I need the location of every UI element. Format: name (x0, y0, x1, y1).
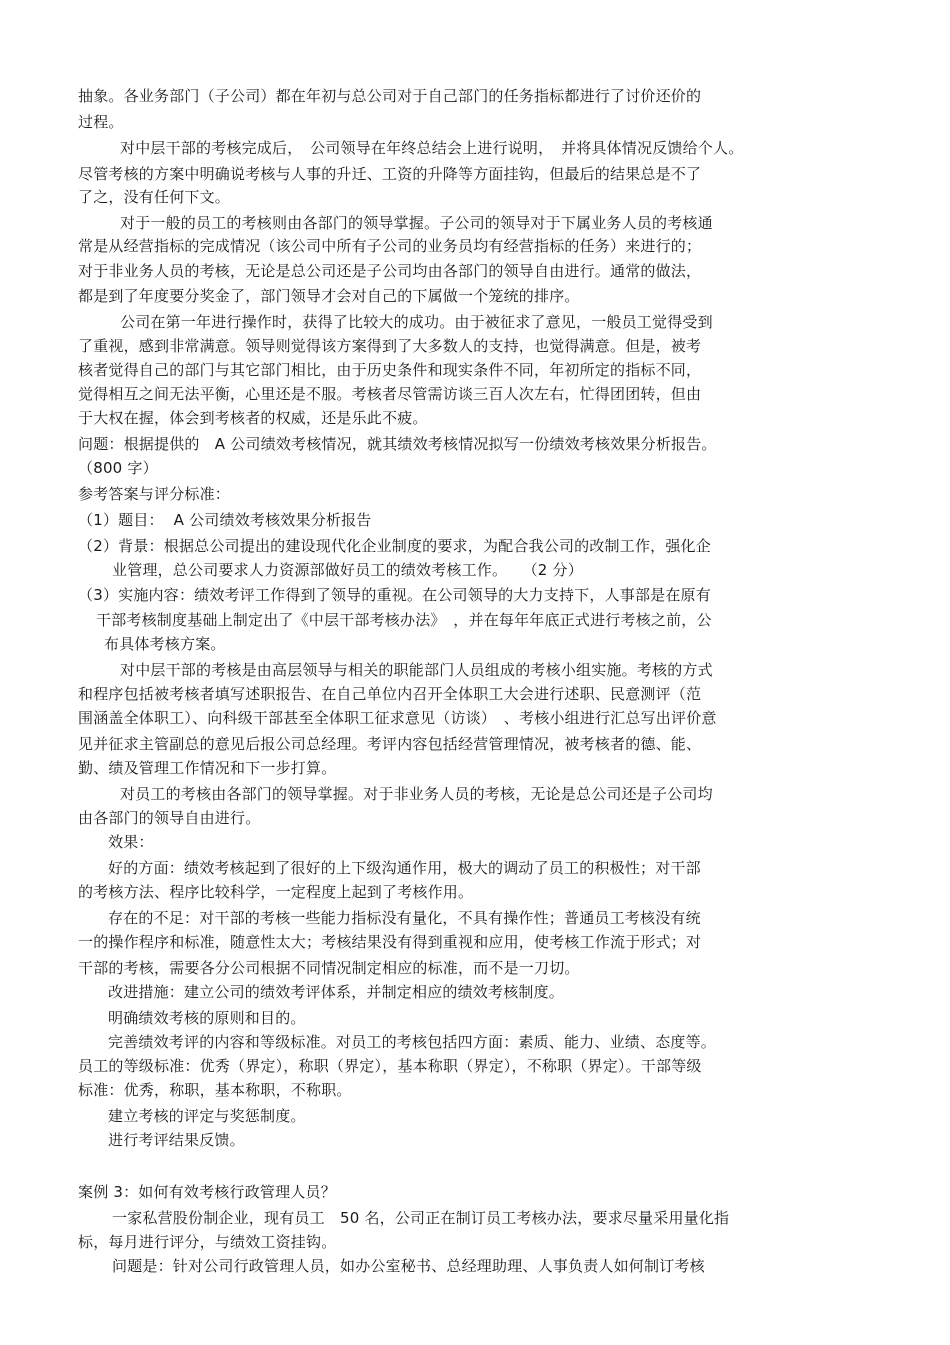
text-line: 完善绩效考评的内容和等级标准。对员工的考核包括四方面：素质、能力、业绩、态度等。 (108, 1033, 717, 1051)
text-line: 改进措施：建立公司的绩效考评体系，并制定相应的绩效考核制度。 (108, 983, 565, 1001)
text-line: 干部考核制度基础上制定出了《中层干部考核办法》 ，并在每年年底正式进行考核之前，公 (96, 611, 712, 629)
case-heading: 案例 3：如何有效考核行政管理人员？ (78, 1183, 336, 1201)
text-line: 对于非业务人员的考核，无论是总公司还是子公司均由各部门的领导自由进行。通常的做法， (78, 262, 702, 280)
text-line: 对员工的考核由各部门的领导掌握。对于非业务人员的考核，无论是总公司还是子公司均 (120, 785, 713, 803)
text-line: 明确绩效考核的原则和目的。 (108, 1009, 306, 1027)
text-line: 进行考评结果反馈。 (108, 1131, 245, 1149)
text-line: 一家私营股份制企业，现有员工 50 名，公司正在制订员工考核办法，要求尽量采用量化指 (112, 1209, 730, 1227)
text-line: 对中层干部的考核完成后， 公司领导在年终总结会上进行说明， 并将具体情况反馈给个人。 (120, 139, 744, 157)
text-line: 尽管考核的方案中明确说考核与人事的升迁、工资的升降等方面挂钩，但最后的结果总是不了 (78, 165, 702, 183)
text-line: 问题是：针对公司行政管理人员，如办公室秘书、总经理助理、人事负责人如何制订考核 (112, 1257, 705, 1275)
text-line: 员工的等级标准：优秀（界定），称职（界定），基本称职（界定），不称职（界定）。干部等级 (78, 1057, 702, 1075)
text-line: 对于一般的员工的考核则由各部门的领导掌握。子公司的领导对于下属业务人员的考核通 (120, 214, 713, 232)
text-line: 常是从经营指标的完成情况（该公司中所有子公司的业务员均有经营指标的任务）来进行的； (78, 237, 702, 255)
text-line: 过程。 (78, 113, 124, 131)
list-item: （2）背景：根据总公司提出的建设现代化企业制度的要求，为配合我公司的改制工作，强化企 (78, 537, 711, 555)
text-line: 好的方面：绩效考核起到了很好的上下级沟通作用，极大的调动了员工的积极性；对干部 (108, 859, 701, 877)
text-line: 业管理，总公司要求人力资源部做好员工的绩效考核工作。 （2 分） (112, 561, 583, 579)
text-line: 了重视，感到非常满意。领导则觉得该方案得到了大多数人的支持，也觉得满意。但是，被考 (78, 337, 702, 355)
question-line: （800 字） (78, 459, 158, 477)
section-heading: 参考答案与评分标准： (78, 485, 231, 503)
text-line: 公司在第一年进行操作时，获得了比较大的成功。由于被征求了意见，一般员工觉得受到 (120, 313, 713, 331)
text-line: 抽象。各业务部门（子公司）都在年初与总公司对于自己部门的任务指标都进行了讨价还价的 (78, 87, 702, 105)
text-line: 都是到了年度要分奖金了，部门领导才会对自己的下属做一个笼统的排序。 (78, 287, 580, 305)
text-line: 干部的考核，需要各分公司根据不同情况制定相应的标准，而不是一刀切。 (78, 959, 580, 977)
text-line: 布具体考核方案。 (104, 635, 226, 653)
text-line: 勤、绩及管理工作情况和下一步打算。 (78, 759, 337, 777)
text-line: 标，每月进行评分，与绩效工资挂钩。 (78, 1233, 337, 1251)
text-line: 效果： (108, 833, 154, 851)
text-line: 对中层干部的考核是由高层领导与相关的职能部门人员组成的考核小组实施。考核的方式 (120, 661, 713, 679)
text-line: 存在的不足：对干部的考核一些能力指标没有量化，不具有操作性；普通员工考核没有统 (108, 909, 701, 927)
list-item: （1）题目： A 公司绩效考核效果分析报告 (78, 511, 372, 529)
text-line: 核者觉得自己的部门与其它部门相比，由于历史条件和现实条件不同，年初所定的指标不同， (78, 361, 702, 379)
text-line: 建立考核的评定与奖惩制度。 (108, 1107, 306, 1125)
text-line: 见并征求主管副总的意见后报公司总经理。考评内容包括经营管理情况，被考核者的德、能、 (78, 735, 702, 753)
text-line: 的考核方法、程序比较科学，一定程度上起到了考核作用。 (78, 883, 474, 901)
text-line: 和程序包括被考核者填写述职报告、在自己单位内召开全体职工大会进行述职、民意测评（范 (78, 685, 702, 703)
text-line: 于大权在握，体会到考核者的权威，还是乐此不疲。 (78, 409, 428, 427)
text-line: 一的操作程序和标准，随意性太大；考核结果没有得到重视和应用，使考核工作流于形式；对 (78, 933, 702, 951)
text-line: 标准：优秀，称职，基本称职，不称职。 (78, 1081, 352, 1099)
text-line: 围涵盖全体职工）、向科级干部甚至全体职工征求意见（访谈） 、考核小组进行汇总写出评价意 (78, 709, 717, 727)
list-item: （3）实施内容：绩效考评工作得到了领导的重视。在公司领导的大力支持下，人事部是在原有 (78, 586, 711, 604)
text-line: 了之，没有任何下文。 (78, 188, 231, 206)
text-line: 由各部门的领导自由进行。 (78, 809, 261, 827)
text-line: 觉得相互之间无法平衡，心里还是不服。考核者尽管需访谈三百人次左右，忙得团团转，但由 (78, 385, 702, 403)
question-line: 问题：根据提供的 A 公司绩效考核情况，就其绩效考核情况拟写一份绩效考核效果分析报告。 (78, 435, 717, 453)
